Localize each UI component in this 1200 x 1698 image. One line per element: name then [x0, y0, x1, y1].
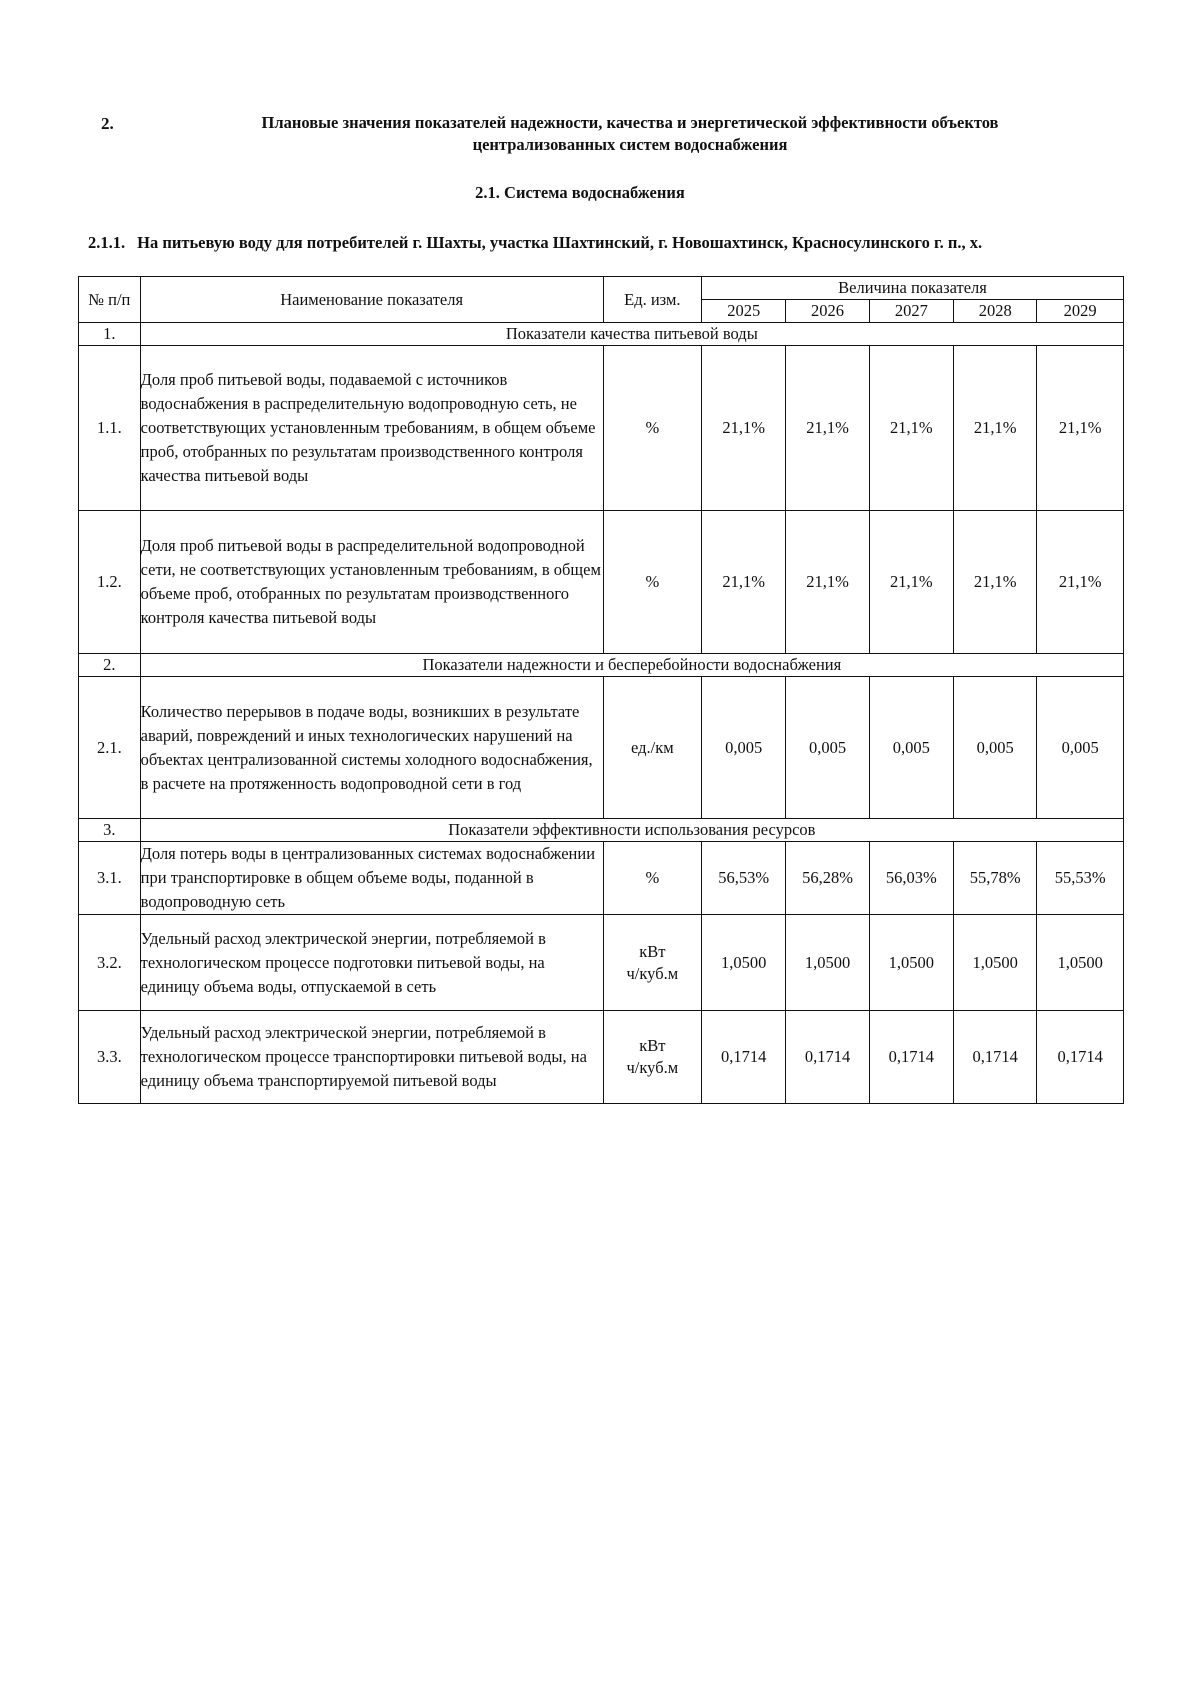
section-title-cell: Показатели эффективности использования ресурсов — [140, 819, 1123, 842]
row-value: 55,78% — [954, 842, 1037, 915]
row-value: 55,53% — [1037, 842, 1124, 915]
row-value: 0,005 — [869, 677, 953, 819]
row-value: 21,1% — [954, 346, 1037, 511]
section-number-cell: 2. — [79, 654, 141, 677]
row-unit: % — [603, 842, 701, 915]
row-number: 3.1. — [79, 842, 141, 915]
row-value: 56,28% — [786, 842, 869, 915]
section-title-cell: Показатели качества питьевой воды — [140, 323, 1123, 346]
row-value: 1,0500 — [954, 915, 1037, 1011]
row-number: 3.3. — [79, 1011, 141, 1104]
section-row — [79, 323, 1124, 346]
row-value: 0,1714 — [869, 1011, 953, 1104]
row-value: 21,1% — [1037, 511, 1124, 654]
row-value: 1,0500 — [869, 915, 953, 1011]
row-number: 3.2. — [79, 915, 141, 1011]
row-value: 0,005 — [1037, 677, 1124, 819]
section-number-cell: 1. — [79, 323, 141, 346]
row-unit — [603, 1011, 701, 1104]
row-number: 1.2. — [79, 511, 141, 654]
row-name: Доля потерь воды в централизованных системах водоснабжении при транспортировке в общем объеме воды, поданной в водопроводную сеть — [140, 842, 603, 915]
row-value: 0,1714 — [954, 1011, 1037, 1104]
row-value: 21,1% — [869, 346, 953, 511]
table-row — [79, 915, 1124, 1011]
item-title: На питьевую воду для потребителей г. Шахты, участка Шахтинский, г. Новошахтинск, Красносулинского г. п., х. — [137, 233, 983, 252]
table-row — [79, 842, 1124, 915]
header-year: 2028 — [954, 300, 1037, 323]
row-name: Доля проб питьевой воды, подаваемой с источников водоснабжения в распределительную водопроводную сеть, не соответствующих установленным требованиям, в общем объеме проб, отобранных по результатам производственного контроля качества питьевой воды — [140, 346, 603, 511]
indicators-table — [78, 276, 1124, 1104]
table-row — [79, 1011, 1124, 1104]
row-value: 0,005 — [786, 677, 869, 819]
row-value: 0,1714 — [786, 1011, 869, 1104]
row-unit — [603, 915, 701, 1011]
section-row — [79, 654, 1124, 677]
header-num: № п/п — [79, 277, 141, 323]
section-title-cell: Показатели надежности и бесперебойности водоснабжения — [140, 654, 1123, 677]
row-value: 21,1% — [954, 511, 1037, 654]
row-value: 21,1% — [869, 511, 953, 654]
row-value: 0,1714 — [1037, 1011, 1124, 1104]
row-value: 1,0500 — [702, 915, 786, 1011]
table-row — [79, 677, 1124, 819]
row-unit-line1: кВт — [639, 1036, 666, 1055]
header-year: 2029 — [1037, 300, 1124, 323]
row-value: 0,005 — [954, 677, 1037, 819]
row-value: 21,1% — [786, 511, 869, 654]
row-value: 0,1714 — [702, 1011, 786, 1104]
header-year: 2027 — [869, 300, 953, 323]
document-title-line1: Плановые значения показателей надежности, качества и энергетической эффективности объектов — [261, 113, 999, 132]
row-number: 1.1. — [79, 346, 141, 511]
header-unit: Ед. изм. — [603, 277, 701, 323]
row-value: 56,03% — [869, 842, 953, 915]
row-name: Удельный расход электрической энергии, потребляемой в технологическом процессе транспортировки питьевой воды, на единицу объема транспортируемой питьевой воды — [140, 1011, 603, 1104]
row-name: Удельный расход электрической энергии, потребляемой в технологическом процессе подготовки питьевой воды, на единицу объема воды, отпускаемой в сеть — [140, 915, 603, 1011]
subsection-title: 2.1. Система водоснабжения — [475, 183, 685, 202]
row-value: 0,005 — [702, 677, 786, 819]
row-value: 21,1% — [702, 346, 786, 511]
table-row — [79, 511, 1124, 654]
row-value: 21,1% — [786, 346, 869, 511]
row-unit-line2: ч/куб.м — [626, 963, 679, 983]
section-row — [79, 819, 1124, 842]
header-name: Наименование показателя — [140, 277, 603, 323]
section-number: 2. — [101, 114, 114, 133]
header-year: 2025 — [702, 300, 786, 323]
row-unit-line2: ч/куб.м — [626, 1058, 679, 1077]
header-year: 2026 — [786, 300, 869, 323]
row-value: 21,1% — [702, 511, 786, 654]
row-number: 2.1. — [79, 677, 141, 819]
document-title — [200, 112, 1060, 156]
row-name: Количество перерывов в подаче воды, возникших в результате аварий, повреждений и иных технологических нарушений на объектах централизованной системы холодного водоснабжения, в расчете на протяженность водопроводной сети в год — [140, 677, 603, 819]
header-value-group: Величина показателя — [702, 277, 1124, 300]
document-title-line2: централизованных систем водоснабжения — [472, 135, 788, 154]
row-unit: % — [603, 346, 701, 511]
row-value: 21,1% — [1037, 346, 1124, 511]
table-row — [79, 346, 1124, 511]
table-header-row — [79, 277, 1124, 300]
section-number-cell: 3. — [79, 819, 141, 842]
row-value: 1,0500 — [786, 915, 869, 1011]
row-unit: % — [603, 511, 701, 654]
row-unit-line1: кВт — [639, 941, 666, 961]
row-value: 56,53% — [702, 842, 786, 915]
row-value: 1,0500 — [1037, 915, 1124, 1011]
row-name: Доля проб питьевой воды в распределительной водопроводной сети, не соответствующих установленным требованиям, в общем объеме проб, отобранных по результатам производственного контроля качества питьевой воды — [140, 511, 603, 654]
row-unit: ед./км — [603, 677, 701, 819]
item-heading — [88, 233, 1168, 253]
item-number: 2.1.1. — [88, 233, 126, 252]
